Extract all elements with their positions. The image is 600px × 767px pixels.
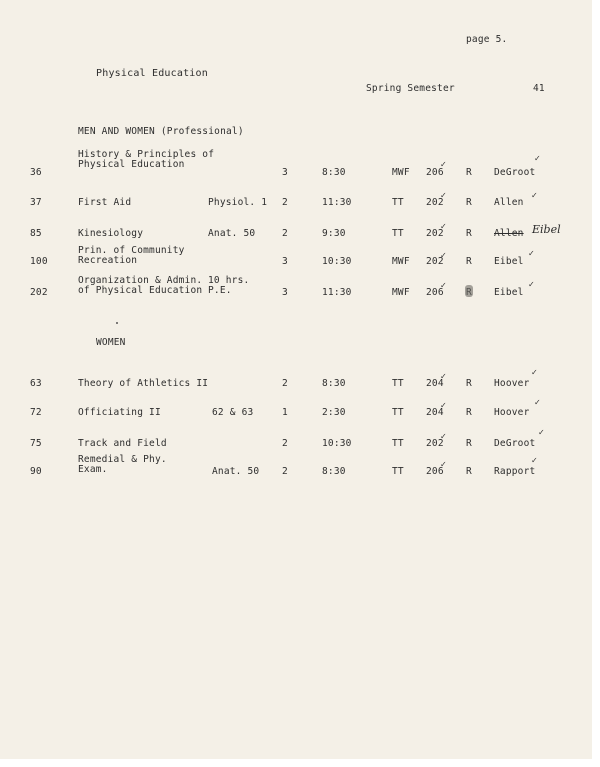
check-mark: ✓ xyxy=(534,154,541,163)
section-heading-women: WOMEN xyxy=(96,337,126,348)
time: 10:30 xyxy=(322,256,352,267)
course-title: Track and Field xyxy=(78,438,167,449)
course-title: Prin. of Community Recreation xyxy=(78,245,185,266)
credits: 2 xyxy=(282,228,288,239)
page-number: page 5. xyxy=(466,34,508,45)
check-mark: ✓ xyxy=(531,456,538,465)
course-title: Remedial & Phy. Exam. xyxy=(78,454,167,475)
check-mark: ✓ xyxy=(440,191,447,200)
ink-smudge xyxy=(465,285,473,297)
room: 202 xyxy=(426,228,444,239)
room: 204 xyxy=(426,407,444,418)
credits: 2 xyxy=(282,197,288,208)
days: MWF xyxy=(392,287,410,298)
r-mark: R xyxy=(466,438,472,449)
instructor: DeGroot xyxy=(494,438,536,449)
instructor: Allen xyxy=(494,197,524,208)
days: TT xyxy=(392,438,404,449)
course-number: 63 xyxy=(30,378,42,389)
credits: 3 xyxy=(282,256,288,267)
credits: 1 xyxy=(282,407,288,418)
days: MWF xyxy=(392,256,410,267)
time: 8:30 xyxy=(322,378,346,389)
instructor-struck: Allen xyxy=(494,228,524,239)
course-title: Kinesiology xyxy=(78,228,144,239)
course-number: 75 xyxy=(30,438,42,449)
r-mark: R xyxy=(466,466,472,477)
r-mark: R xyxy=(466,167,472,178)
time: 2:30 xyxy=(322,407,346,418)
check-mark: ✓ xyxy=(440,222,447,231)
room: 202 xyxy=(426,256,444,267)
days: TT xyxy=(392,378,404,389)
course-title: Organization & Admin. of Physical Education xyxy=(78,275,203,296)
credits: 3 xyxy=(282,287,288,298)
check-mark: ✓ xyxy=(538,428,545,437)
time: 9:30 xyxy=(322,228,346,239)
check-mark: ✓ xyxy=(440,251,447,260)
check-mark: ✓ xyxy=(440,432,447,441)
department-number: 41 xyxy=(533,83,545,94)
section-heading-men-and-women: MEN AND WOMEN (Professional) xyxy=(78,126,244,137)
credits: 2 xyxy=(282,378,288,389)
days: MWF xyxy=(392,167,410,178)
prerequisite: Physiol. 1 xyxy=(208,197,268,208)
room: 202 xyxy=(426,438,444,449)
instructor: Hoover xyxy=(494,378,530,389)
check-mark: ✓ xyxy=(531,368,538,377)
course-title: Officiating II xyxy=(78,407,161,418)
room: 206 xyxy=(426,167,444,178)
prerequisite: 62 & 63 xyxy=(212,407,254,418)
days: TT xyxy=(392,407,404,418)
check-mark: ✓ xyxy=(531,191,538,200)
time: 8:30 xyxy=(322,466,346,477)
instructor: Eibel xyxy=(494,256,524,267)
check-mark: ✓ xyxy=(528,280,535,289)
instructor: Hoover xyxy=(494,407,530,418)
r-mark: R xyxy=(466,407,472,418)
check-mark: ✓ xyxy=(528,249,535,258)
check-mark: ✓ xyxy=(440,160,447,169)
days: TT xyxy=(392,197,404,208)
check-mark: ✓ xyxy=(440,372,447,381)
semester-label: Spring Semester xyxy=(366,83,455,94)
credits: 3 xyxy=(282,167,288,178)
time: 11:30 xyxy=(322,287,352,298)
credits: 2 xyxy=(282,466,288,477)
check-mark: ✓ xyxy=(534,398,541,407)
r-mark: R xyxy=(466,197,472,208)
r-mark: R xyxy=(466,256,472,267)
course-title: History & Principles of Physical Education xyxy=(78,149,215,170)
room: 206 xyxy=(426,287,444,298)
course-number: 85 xyxy=(30,228,42,239)
prerequisite: Anat. 50 xyxy=(212,466,260,477)
course-number: 37 xyxy=(30,197,42,208)
check-mark: ✓ xyxy=(440,460,447,469)
course-number: 90 xyxy=(30,466,42,477)
room: 202 xyxy=(426,197,444,208)
credits: 2 xyxy=(282,438,288,449)
course-title: First Aid xyxy=(78,197,132,208)
instructor: Eibel xyxy=(494,287,524,298)
check-mark: ✓ xyxy=(440,401,447,410)
course-title: Theory of Athletics II xyxy=(78,378,209,389)
room: 206 xyxy=(426,466,444,477)
time: 8:30 xyxy=(322,167,346,178)
prerequisite: 10 hrs. P.E. xyxy=(208,275,250,296)
room: 204 xyxy=(426,378,444,389)
stray-mark xyxy=(116,322,118,324)
instructor: Rapport xyxy=(494,466,536,477)
r-mark: R xyxy=(466,378,472,389)
department-title: Physical Education xyxy=(96,68,208,79)
check-mark: ✓ xyxy=(440,281,447,290)
instructor: DeGroot xyxy=(494,167,536,178)
time: 11:30 xyxy=(322,197,352,208)
handwritten-instructor: Eibel xyxy=(532,223,561,236)
time: 10:30 xyxy=(322,438,352,449)
prerequisite: Anat. 50 xyxy=(208,228,256,239)
days: TT xyxy=(392,228,404,239)
course-number: 100 xyxy=(30,256,48,267)
course-number: 202 xyxy=(30,287,48,298)
days: TT xyxy=(392,466,404,477)
r-mark: R xyxy=(466,228,472,239)
course-number: 72 xyxy=(30,407,42,418)
course-number: 36 xyxy=(30,167,42,178)
